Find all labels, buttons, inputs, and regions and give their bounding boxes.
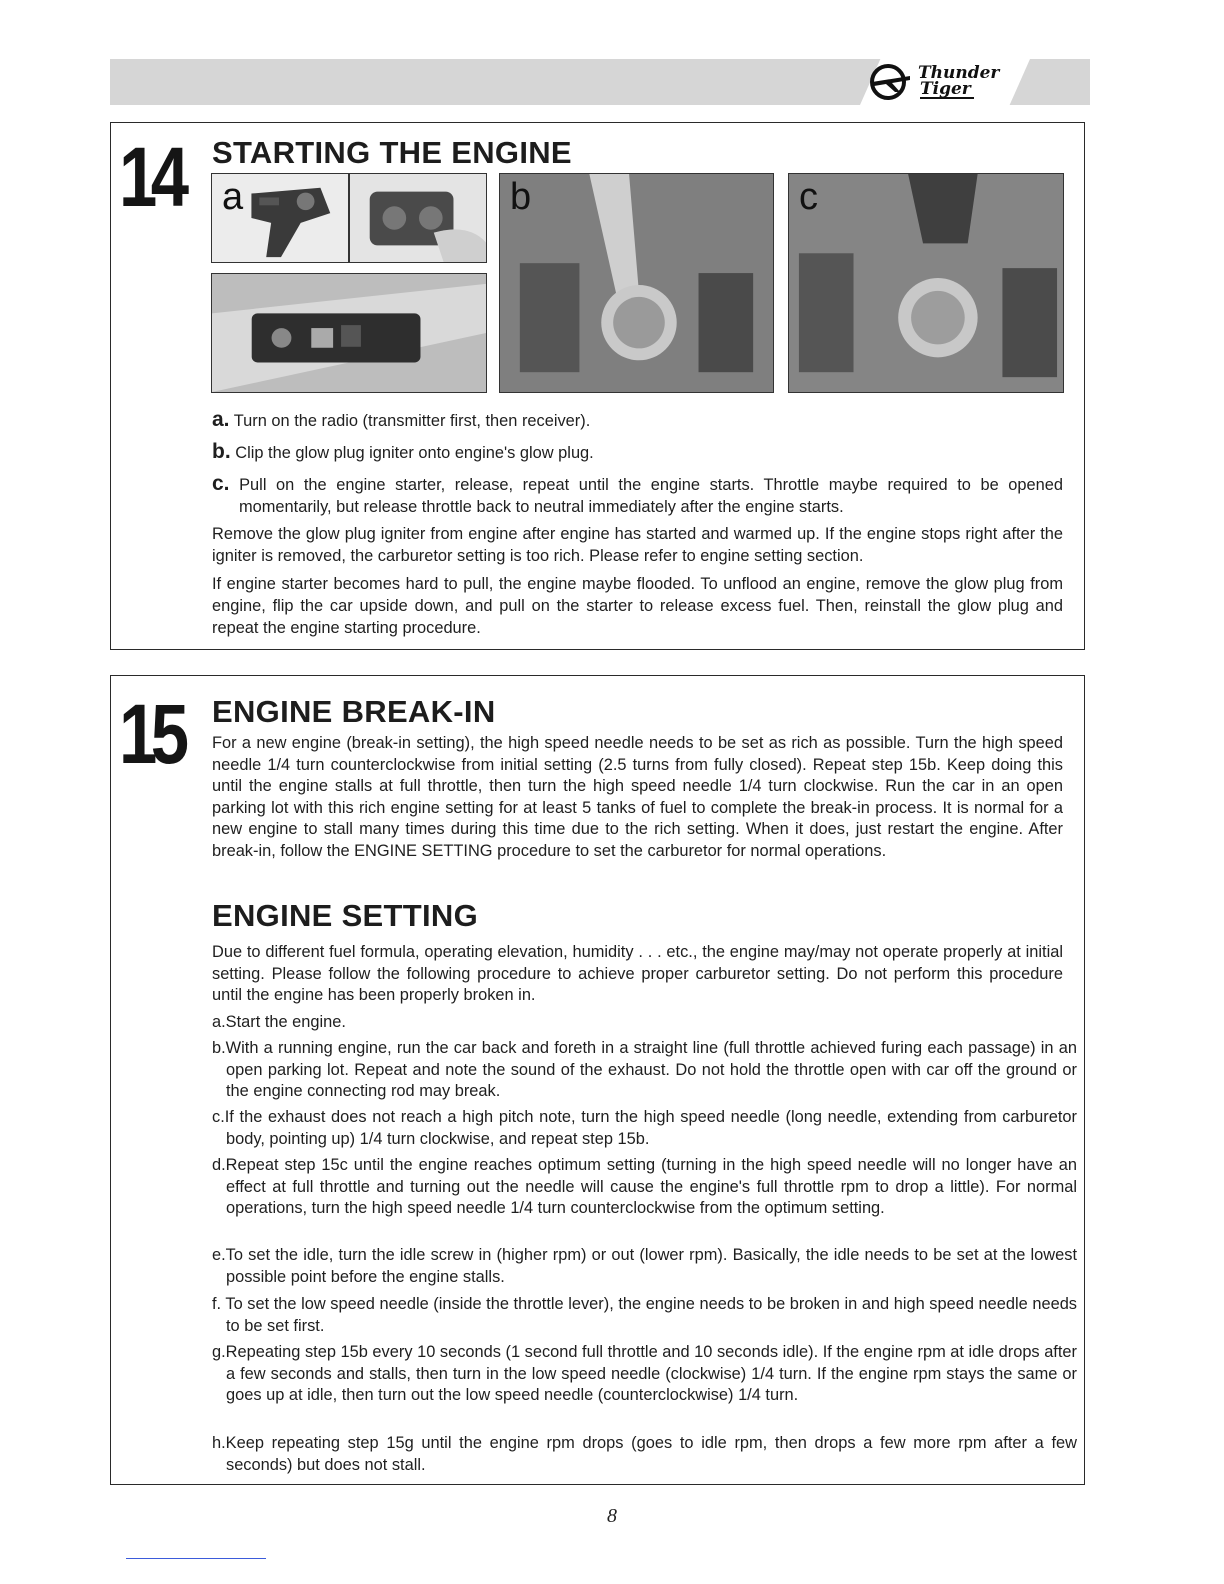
brand-logo: [868, 62, 1028, 102]
setting-step-d: d.Repeat step 15c until the engine reaches optimum setting (turning in the high speed needle will no longer have an effect at full throttle and turning out the needle will cause the engine's full throttle rpm to drop a little). For normal operations, turn the high speed needle 1/4 turn counterclockwise from the optimum setting.: [212, 1156, 1077, 1217]
footer-link-underline: [126, 1558, 266, 1559]
item-letter: c.: [212, 472, 230, 495]
photo-pull-starter: [788, 173, 1064, 393]
section-title-setting: ENGINE SETTING: [212, 898, 479, 933]
setting-step-b: b.With a running engine, run the car back and foreth in a straight line (full throttle achieved furing each passage) in an open parking lot. Repeat and note the sound of the exhaust. Do not hold the throttle open with car off the ground or the engine connecting rod may break.: [212, 1039, 1077, 1100]
setting-step-f: f. To set the low speed needle (inside the throttle lever), the engine needs to be broken in and high speed needle needs to be set first.: [212, 1295, 1077, 1335]
instruction-item-a: [212, 409, 1062, 432]
paragraph-flooded-engine: If engine starter becomes hard to pull, the engine maybe flooded. To unflood an engine, remove the glow plug from engine, flip the car upside down, and pull on the starter to release excess fuel. Then, reinstall the glow plug and repeat the engine starting procedure.: [212, 575, 1063, 637]
paragraph-remove-igniter: Remove the glow plug igniter from engine after engine has started and warmed up. If the engine stops right after the igniter is removed, the carburetor setting is too rich. Please refer to engine setting section.: [212, 525, 1063, 565]
item-text: Pull on the engine starter, release, repeat until the engine starts. Throttle maybe required to be opened momentarily, but release throttle back to neutral immediately after the engine starts.: [239, 476, 1063, 516]
photo-label-a: a: [222, 176, 244, 218]
item-text: Clip the glow plug igniter onto engine's glow plug.: [235, 444, 594, 462]
step14-section: [110, 122, 1085, 650]
brand-line2: Tiger: [920, 81, 974, 99]
brand-line1: Thunder: [918, 63, 1000, 83]
page-number: 8: [607, 1505, 617, 1527]
photo-receiver-switch: [349, 173, 487, 263]
photo-glow-igniter: [499, 173, 774, 393]
photo-radio-switch: [211, 273, 487, 393]
instruction-item-b: [212, 441, 1062, 464]
setting-step-e: e.To set the idle, turn the idle screw in (higher rpm) or out (lower rpm). Basically, the idle needs to be set at the lowest possible point before the engine stalls.: [212, 1246, 1077, 1286]
setting-step-a: a.Start the engine.: [212, 1013, 346, 1031]
item-text: Turn on the radio (transmitter first, then receiver).: [233, 412, 591, 430]
step-number: 15: [119, 687, 183, 781]
item-letter: b.: [212, 440, 231, 463]
paragraph-setting-intro: Due to different fuel formula, operating elevation, humidity . . . etc., the engine may/may not operate properly at initial setting. Please follow the following procedure to achieve proper carburetor setting. Do not perform this procedure until the engine has been properly broken in.: [212, 943, 1063, 1004]
paragraph-breakin: For a new engine (break-in setting), the high speed needle needs to be set as rich as possible. Turn the high speed needle 1/4 turn counterclockwise from initial setting (2.5 turns from fully closed). Repeat step 15b. Keep doing this until the engine stalls at full throttle, then turn the high speed needle 1/4 turn clockwise. Run the car in an open parking lot with this rich engine setting for at least 5 tanks of fuel to complete the break-in process. It is normal for a new engine to stall many times during this time due to the rich setting. When it does, just restart the engine. After break-in, follow the ENGINE SETTING procedure to set the carburetor for normal operations.: [212, 734, 1063, 860]
photo-label-b: b: [510, 176, 532, 218]
section-title-breakin: ENGINE BREAK-IN: [212, 694, 496, 729]
tiger-jet-icon: [868, 62, 914, 102]
step-number: 14: [119, 130, 183, 224]
setting-step-c: c.If the exhaust does not reach a high pitch note, turn the high speed needle (long needle, extending from carburetor body, pointing up) 1/4 turn clockwise, and repeat step 15b.: [212, 1108, 1077, 1148]
step15-section: [110, 675, 1085, 1485]
section-title: STARTING THE ENGINE: [212, 135, 572, 170]
setting-step-h: h.Keep repeating step 15g until the engine rpm drops (goes to idle rpm, then drops a few more rpm after a few seconds) but does not stall.: [212, 1434, 1077, 1474]
instruction-item-c: [212, 473, 1063, 518]
photo-label-c: c: [799, 176, 818, 218]
photo-transmitter: [211, 173, 349, 263]
setting-step-g: g.Repeating step 15b every 10 seconds (1 second full throttle and 10 seconds idle). If the engine rpm at idle drops after a few seconds and stalls, then turn in the low speed needle (clockwise) 1/4 turn. If the engine rpm stays the same or goes up at idle, then turn out the low speed needle (counterclockwise) 1/4 turn.: [212, 1343, 1077, 1404]
item-letter: a.: [212, 408, 230, 431]
